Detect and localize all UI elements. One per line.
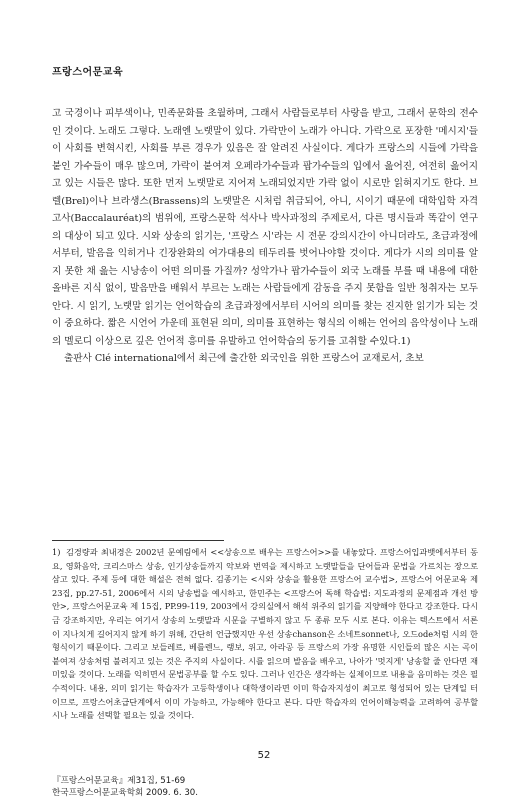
body-paragraph: 고 국경이나 피부색이나, 민족문화를 초월하며, 그래서 사람들로부터 사랑을 받고, 그래서 문학의 전수인 것이다. 노래도 그렇다. 노래엔 노랫말이 있다. 가락만이 노래가 아니다. 가락으로 포장한 '메시지'들이 사회를 변혁시킨, 사회를 부른 경우가 있음은 잘 알려진 사실이다. 게다가 프랑스의 시들에 가락을 붙인 가수들이 매우 많으며, 가락이 붙여져 오페라가수들과 팝가수들의 입에서 읊어진, 여전히 읊어지고 있는 시들은 많다. 또한 먼저 노랫말로 지어져 노래되었지만 가락 없이 시로만 읽혀지기도 한다. 브렐(Brel)이나 브라생스(Brassens)의 노랫말은 시처럼 취급되어, 아니, 시이기 때문에 대학입학 자격고사(Baccalauréat)의 범위에, 프랑스문학 석사나 박사과정의 주제로서, 다른 명시들과 똑같이 연구의 대상이 되고 있다. 시와 상송의 읽기는, '프랑스 시'라는 시 전문 강의시간이 아니더라도, 초급과정에서부터, 발음을 익히거나 긴장완화의 여가대용의 테두리를 벗어나야할 것이다. 게다가 시의 의미를 알지 못한 채 읊는 시낭송이 어떤 의미를 가질까? 성악가나 팝가수들이 외국 노래를 부를 때 내용에 대한 올바른 지식 없이, 발음만을 배워서 부르는 노래는 사람들에게 감동을 주지 못함을 일반 청취자는 모두 안다. 시 읽기, 노랫말 읽기는 언어학습의 초급과정에서부터 시어의 의미를 찾는 진지한 읽기가 되는 것이 중요하다. 짧은 시언어 가운데 표현된 의미, 의미를 표현하는 형식의 이해는 언어의 음악성이나 노래의 멜로디 이상으로 깊은 언어적 흥미를 유발하고 언어학습의 동기를 고취할 수있다.1)	[52, 108, 478, 347]
main-text	[52, 105, 478, 368]
footnote-divider	[52, 540, 224, 541]
footnote-text: 김경량과 최내경은 2002년 문예림에서 <<상송으로 배우는 프랑스어>>를 내놓았다. 프랑스어입과뱃에서부터 동요, 영화음악, 크리스마스 상송, 인기상송들까지 악보와 번역을 제시하고 노랫말들을 단어들과 문법을 가르치는 장으로 삼고 있다. 주제 등에 대한 해설은 전혀 없다. 김종기는 <시와 상송을 활용한 프랑스어 교수법>, 프랑스어 어문교육 제23집, pp.27-51, 2006에서 시의 낭송법을 예시하고, 한민주는 <프랑스어 독해 학습법: 지도과정의 문제점과 개선 방안>, 프랑스어문교육 제 15집, PP.99-119, 2003에서 강의실에서 해석 위주의 읽기를 지양해야 한다고 강조한다. 다시금 강조하지만, 우리는 여기서 상송의 노랫말과 시문을 구별하지 않고 두 종류 모두 시로 본다. 이유는 텍스트에서 서론이 지나치게 길어지지 않게 하기 위해, 간단히 언급했지만 우선 상송chanson은 소네트sonnet나, 오드ode처럼 시의 한 형식이기 때문이다. 그리고 보들레르, 베를렌느, 랭보, 위고, 아라공 등 프랑스의 가장 유명한 시인들의 많은 시는 곡이 붙여져 상송처럼 불려지고 있는 것은 주지의 사실이다. 시를 읽으며 발음을 배우고, 나아가 '멋지게' 낭송할 줄 안다면 재미있을 것이다. 노래를 익히면서 문법공부를 할 수도 있다. 그러나 인간은 생각하는 실제이므로 내용을 음미하는 것은 필수적이다. 내용, 의미 읽기는 학습자가 고등학생이나 대학생이라면 이미 학습자지성이 최고로 형성되어 있는 단계일 터이므로, 프랑스어초급단계에서 이미 가능하고, 가능해야 한다고 본다. 다만 학습자의 언어이해능력을 고려하여 공부할 시나 노래를 선택할 필요는 있을 것이다.	[52, 547, 478, 721]
running-header: 프랑스어문교육	[52, 67, 124, 78]
journal-info	[52, 775, 198, 799]
journal-title: 『프랑스어문교육』제31집, 51-69	[52, 776, 186, 786]
footnote-number: 1)	[52, 547, 61, 557]
page-number: 52	[257, 750, 271, 761]
footnote	[52, 546, 478, 723]
journal-publisher: 한국프랑스어문교육학회 2009. 6. 30.	[52, 788, 198, 798]
body-paragraph: 출판사 Clé international에서 최근에 출간한 외국인을 위한 프랑스어 교재로서, 초보	[64, 353, 424, 364]
